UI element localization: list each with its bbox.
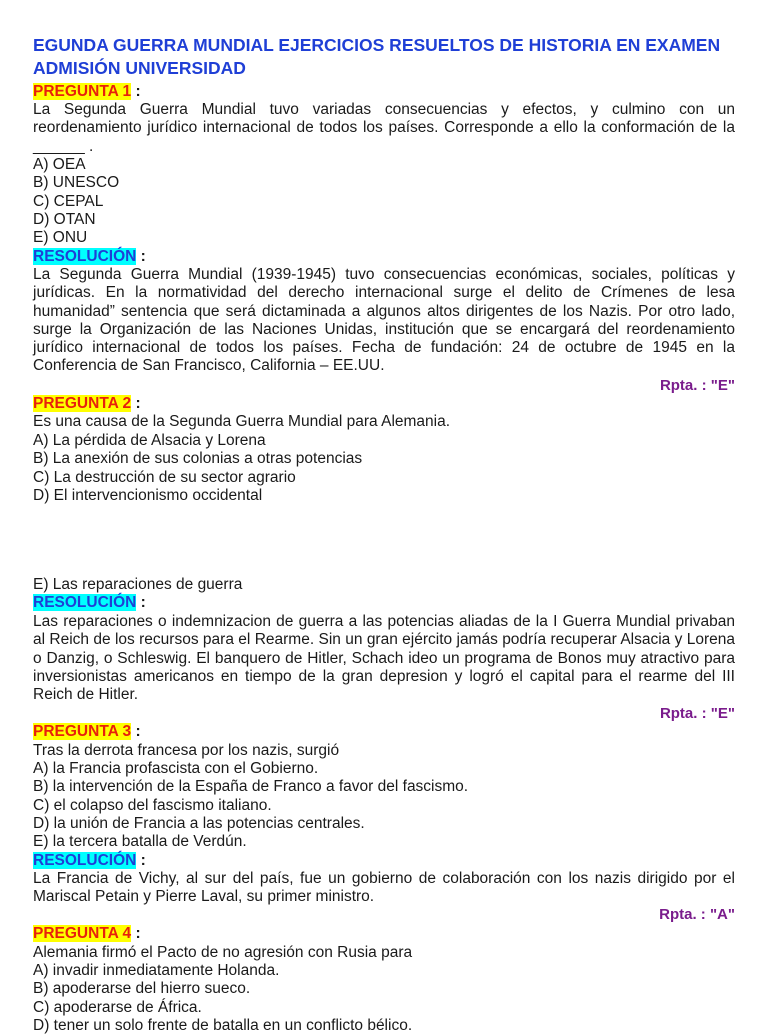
question-4-label-line (33, 925, 735, 943)
question-3-text: Tras la derrota francesa por los nazis, surgió (33, 742, 340, 759)
resolution-3-label-line (33, 852, 735, 870)
resolution-3-label: RESOLUCIÓN (33, 852, 137, 869)
option-a: A) La pérdida de Alsacia y Lorena (33, 432, 266, 449)
answer-3: Rpta. : "A" (659, 906, 735, 923)
option-c: C) el colapso del fascismo italiano. (33, 796, 272, 814)
question-3-options (33, 760, 735, 851)
option-b: B) UNESCO (33, 174, 120, 192)
option-c: C) La destrucción de su sector agrario (33, 468, 296, 486)
option-e: E) ONU (33, 229, 88, 247)
answer-1: Rpta. : "E" (659, 377, 735, 394)
question-2-label-line (33, 395, 735, 413)
option-b: B) la intervención de la España de Franco a favor del fascismo. (33, 778, 469, 796)
colon: : (131, 395, 141, 412)
colon: : (136, 852, 146, 869)
colon: : (131, 83, 141, 100)
question-1-label: PREGUNTA 1 (33, 83, 132, 100)
question-4-options (33, 962, 735, 1035)
colon: : (136, 248, 146, 265)
option-b: B) apoderarse del hierro sueco. (33, 980, 251, 998)
document-title: EGUNDA GUERRA MUNDIAL EJERCICIOS RESUELTOS DE HISTORIA EN EXAMEN ADMISIÓN UNIVERSIDAD (33, 35, 721, 78)
resolution-1-text: La Segunda Guerra Mundial (1939-1945) tuvo consecuencias económicas, sociales, políticas y jurídicas. En la normatividad del derecho internacional surge el delito de Crímenes de lesa humanidad” sentencia que será dictaminada a algunos altos dirigentes de los Nazis. Por otro lado, surge la Organización de las Naciones Unidas, institución que se encargará del reordenamiento jurídico internacional de todos los países. Fecha de fundación: 24 de octubre de 1945 en la Conferencia de San Francisco, California – EE.UU. (33, 266, 735, 375)
option-d: D) tener un solo frente de batalla en un conflicto bélico. (33, 1016, 413, 1034)
option-a: A) invadir inmediatamente Holanda. (33, 962, 280, 979)
question-3-label-line (33, 723, 735, 741)
question-1-text: La Segunda Guerra Mundial tuvo variadas consecuencias y efectos, y culmino con un reordenamiento jurídico internacional de todos los países. Corresponde a ello la conformación de la ______ . (33, 101, 735, 155)
question-2-options (33, 432, 735, 505)
question-1-label-line (33, 83, 735, 101)
resolution-1-label: RESOLUCIÓN (33, 248, 137, 265)
option-a: A) la Francia profascista con el Gobierno. (33, 760, 319, 777)
answer-2: Rpta. : "E" (659, 705, 735, 722)
option-c: C) CEPAL (33, 192, 104, 210)
question-4-label: PREGUNTA 4 (33, 925, 132, 942)
colon: : (131, 925, 141, 942)
resolution-2-label: RESOLUCIÓN (33, 594, 137, 611)
option-d: D) OTAN (33, 210, 96, 228)
resolution-2-label-line (33, 594, 735, 612)
option-e: E) la tercera batalla de Verdún. (33, 833, 247, 851)
option-a: A) OEA (33, 156, 86, 173)
resolution-2-text: Las reparaciones o indemnizacion de guerra a las potencias aliadas de la I Guerra Mundial privaban al Reich de los recursos para el Rearme. Sin un gran ejército jamás podría recuperar Alsacia y Lorena o Danzig, o Schleswig. El banquero de Hitler, Schach ideo un programa de Bonos muy atractivo para inversionistas americanos en tiempo de la gran depresion y logró el capital para el rearme del III Reich de Hitler. (33, 613, 735, 704)
question-2-text: Es una causa de la Segunda Guerra Mundial para Alemania. (33, 413, 451, 430)
option-d: D) El intervencionismo occidental (33, 486, 263, 504)
option-e: E) Las reparaciones de guerra (33, 576, 243, 593)
resolution-3-text: La Francia de Vichy, al sur del país, fue un gobierno de colaboración con los nazis dirigido por el Mariscal Petain y Pierre Laval, su primer ministro. (33, 870, 735, 906)
colon: : (131, 723, 141, 740)
question-3-label: PREGUNTA 3 (33, 723, 132, 740)
question-2-label: PREGUNTA 2 (33, 395, 132, 412)
option-c: C) apoderarse de África. (33, 998, 202, 1016)
question-4-text: Alemania firmó el Pacto de no agresión con Rusia para (33, 944, 413, 961)
option-b: B) La anexión de sus colonias a otras potencias (33, 450, 363, 468)
colon: : (136, 594, 146, 611)
resolution-1-label-line (33, 248, 735, 266)
option-d: D) la unión de Francia a las potencias centrales. (33, 814, 365, 832)
question-1-options (33, 156, 735, 247)
